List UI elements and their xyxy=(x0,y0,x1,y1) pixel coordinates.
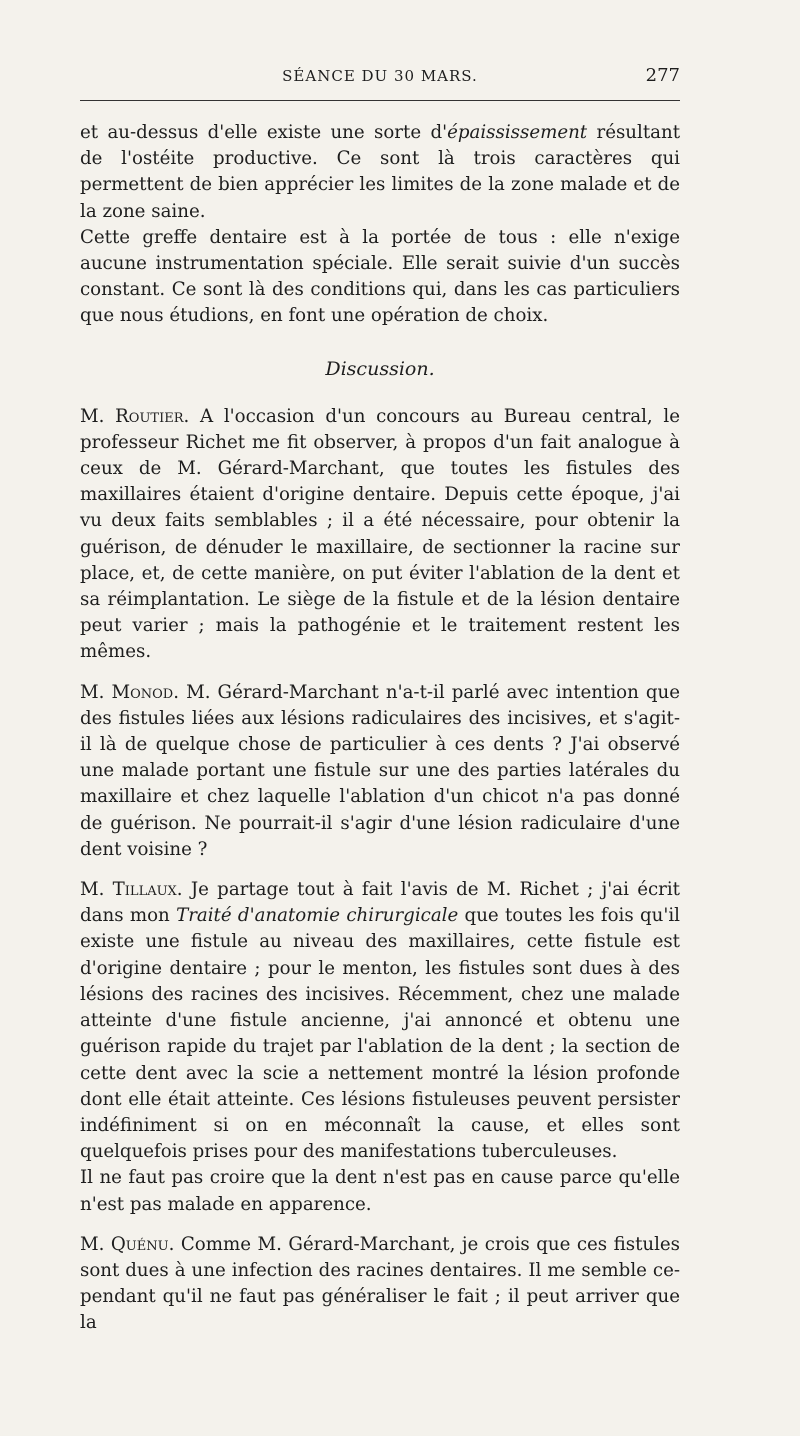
text-run: et au-dessus d'elle existe une sorte d' xyxy=(80,122,448,143)
paragraph-routier xyxy=(80,404,680,666)
text-run: M. Gérard-Marchant n'a-t-il parlé avec intention que des fistules liées aux lésions radiculaires des incisives, et s'agit-il là de quelque chose de particulier à ces dents ? J'ai observé une malade portant une fistule sur une des parties latérales du maxillaire et chez laquelle l'ablation d'un chicot n'a pas donné de guérison. Ne pourrait-il s'agir d'une lésion radiculaire d'une dent voisine ? xyxy=(80,681,681,860)
page-body xyxy=(80,120,680,1337)
italic-term: épaississement xyxy=(447,122,588,143)
paragraph-osteite xyxy=(80,120,680,225)
speaker-quenu: M. Quénu. xyxy=(80,1233,175,1255)
text-run: que toutes les fois qu'il existe une fistule au niveau des maxillaires, cette fistule est d'origine dentaire ; pour le menton, les fistules sont dues à des lésions des racines des incisives. Récemment, chez une malade atteinte d'une fistule ancienne, j'ai annoncé et obtenu une guérison rapide du trajet par l'ablation de la dent ; la section de cette dent avec la scie a nettement montré la lésion profonde dont elle était atteinte. Ces lésions fistuleuses peuvent persister indéfiniment si on en méconnaît la cause, et elles sont quelquefois prises pour des manifestations tuberculeuses. xyxy=(80,905,681,1163)
header-rule xyxy=(80,100,680,101)
speaker-monod: M. Monod. xyxy=(80,681,179,703)
running-title: SÉANCE DU 30 MARS. xyxy=(282,67,478,85)
paragraph-greffe: Cette greffe dentaire est à la portée de tous : elle n'exige aucune instrumentation spéciale. Elle serait suivie d'un succès constant. Ce sont là des conditions qui, dans les cas particuliers que nous étudions, en font une opération de choix. xyxy=(80,226,680,327)
discussion-heading: Discussion. xyxy=(325,357,435,380)
paragraph-quenu xyxy=(80,1232,680,1337)
text-run: Comme M. Gérard-Marchant, je crois que ces fistules sont dues à une infection des racines dentaires. Il me semble cependant qu'il ne faut pas généraliser le fait ; il peut arriver que la xyxy=(80,1233,681,1334)
text-run: Je partage tout à fait l'avis de M. Richet ; j'ai écrit dans mon xyxy=(80,879,680,927)
paragraph-monod xyxy=(80,680,680,863)
paragraph-tillaux-2: Il ne faut pas croire que la dent n'est pas en cause parce qu'elle n'est pas malade en apparence. xyxy=(80,1167,680,1215)
page-header xyxy=(80,64,680,92)
speaker-routier: M. Routier. xyxy=(80,405,190,427)
page-number: 277 xyxy=(645,65,680,86)
speaker-tillaux: M. Tillaux. xyxy=(80,879,183,901)
paragraph-tillaux xyxy=(80,877,680,1165)
text-run: résultant de l'ostéite productive. Ce sont là trois caractères qui permettent de bien apprécier les limites de la zone malade et de la zone saine. xyxy=(80,122,681,222)
text-run: A l'occasion d'un concours au Bureau central, le professeur Richet me fit observer, à propos d'un fait analogue à ceux de M. Gérard-Marchant, que toutes les fistules des maxillaires étaient d'origine dentaire. Depuis cette époque, j'ai vu deux faits semblables ; il a été nécessaire, pour obtenir la guérison, de dénuder le maxillaire, de sectionner la racine sur place, et, de cette manière, on put éviter l'ablation de la dent et sa réimplantation. Le siège de la fistule et de la lésion dentaire peut varier ; mais la pathogénie et le traitement restent les mêmes. xyxy=(80,405,680,663)
book-title: Traité d'anatomie chirurgicale xyxy=(176,905,459,927)
